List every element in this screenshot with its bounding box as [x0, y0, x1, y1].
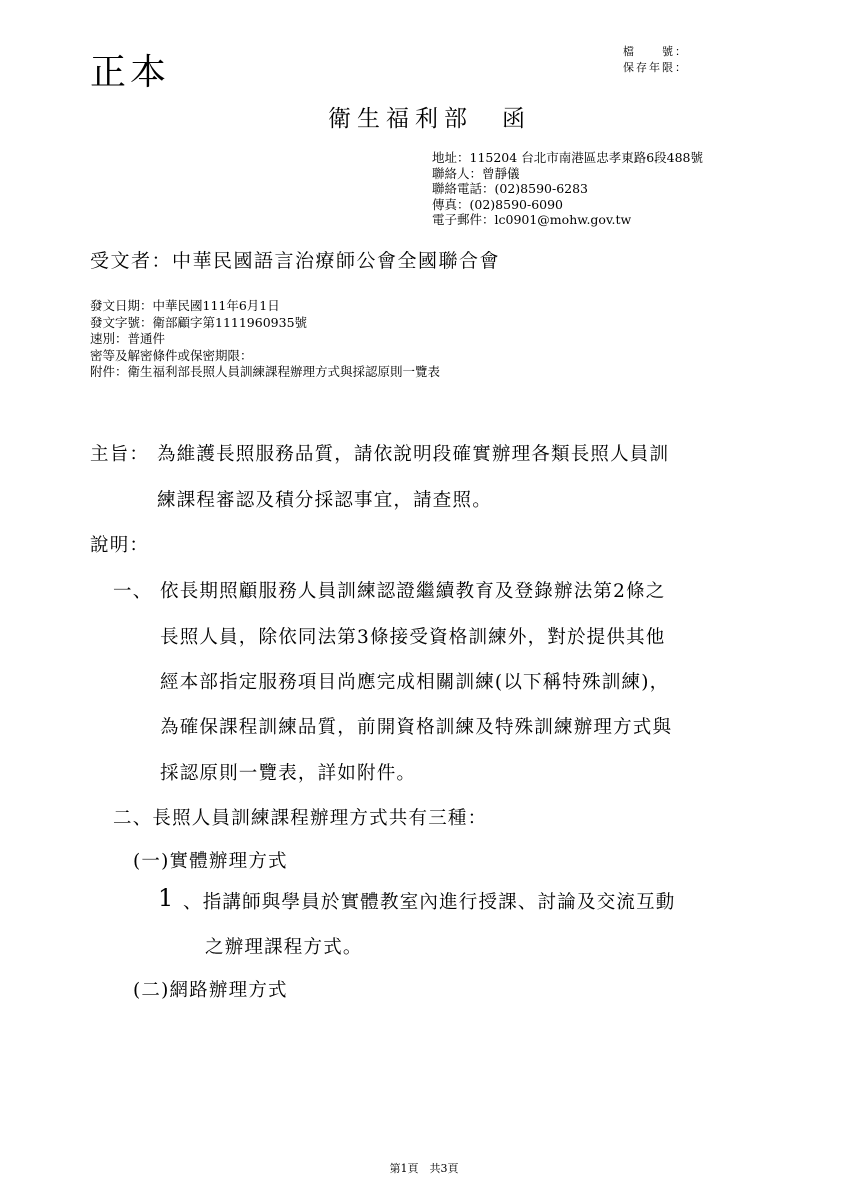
item2-line: 二、長照人員訓練課程辦理方式共有三種：: [113, 808, 488, 829]
point-line: 、指講師與學員於實體教室內進行授課、討論及交流互動: [183, 892, 676, 913]
attachment: 附件：衛生福利部長照人員訓練課程辦理方式與採認原則一覽表: [90, 364, 441, 380]
issue-date: 發文日期：中華民國111年6月1日: [90, 298, 280, 313]
point-line: 之辦理課程方式。: [205, 937, 363, 958]
contact-block: [432, 150, 703, 228]
contact-fax: 傳真：(02)8590-6090: [432, 196, 564, 212]
document-number: 發文字號：衛部顧字第1111960935號: [90, 314, 308, 330]
contact-email: 電子郵件：lc0901@mohw.gov.tw: [432, 212, 632, 228]
address: 地址：115204 台北市南港區忠孝東路6段488號: [432, 150, 704, 165]
recipient: 受文者：中華民國語言治療師公會全國聯合會: [90, 250, 501, 272]
delivery-speed: 速別：普通件: [90, 331, 166, 347]
document-title: 衛生福利部 函: [328, 106, 531, 132]
item1-line: 為確保課程訓練品質，前開資格訓練及特殊訓練辦理方式與: [160, 717, 673, 738]
archive-info: [623, 44, 688, 76]
contact-phone: 聯絡電話：(02)8590-6283: [432, 181, 589, 197]
item1-line: 長照人員，除依同法第3條接受資格訓練外，對於提供其他: [160, 627, 666, 648]
page-footer: 第1頁 共3頁: [389, 1162, 459, 1175]
retention-period-label: 保存年限：: [623, 61, 688, 74]
point-number: 1: [158, 884, 174, 912]
explanation-label: 說明：: [90, 535, 150, 556]
document-meta: [90, 298, 440, 381]
original-copy-stamp: 正本: [90, 52, 171, 93]
item-marker: 一、: [113, 581, 153, 602]
item1-line: 依長期照顧服務人員訓練認證繼續教育及登錄辦法第2條之: [160, 581, 666, 602]
item1-line: 採認原則一覽表，詳如附件。: [160, 763, 417, 784]
sub-item-physical: (一)實體辦理方式: [133, 851, 288, 872]
item1-line: 經本部指定服務項目尚應完成相關訓練(以下稱特殊訓練)，: [160, 672, 670, 693]
contact-person: 聯絡人：曾靜儀: [432, 165, 520, 181]
subject-line: 練課程審認及積分採認事宜，請查照。: [157, 490, 492, 511]
subject-line: 為維護長照服務品質，請依說明段確實辦理各類長照人員訓: [157, 444, 670, 465]
subject-label: 主旨：: [90, 444, 150, 465]
sub-item-online: (二)網路辦理方式: [133, 980, 288, 1001]
archive-number-label: 檔 號：: [623, 45, 688, 58]
security-level: 密等及解密條件或保密期限：: [90, 347, 253, 363]
